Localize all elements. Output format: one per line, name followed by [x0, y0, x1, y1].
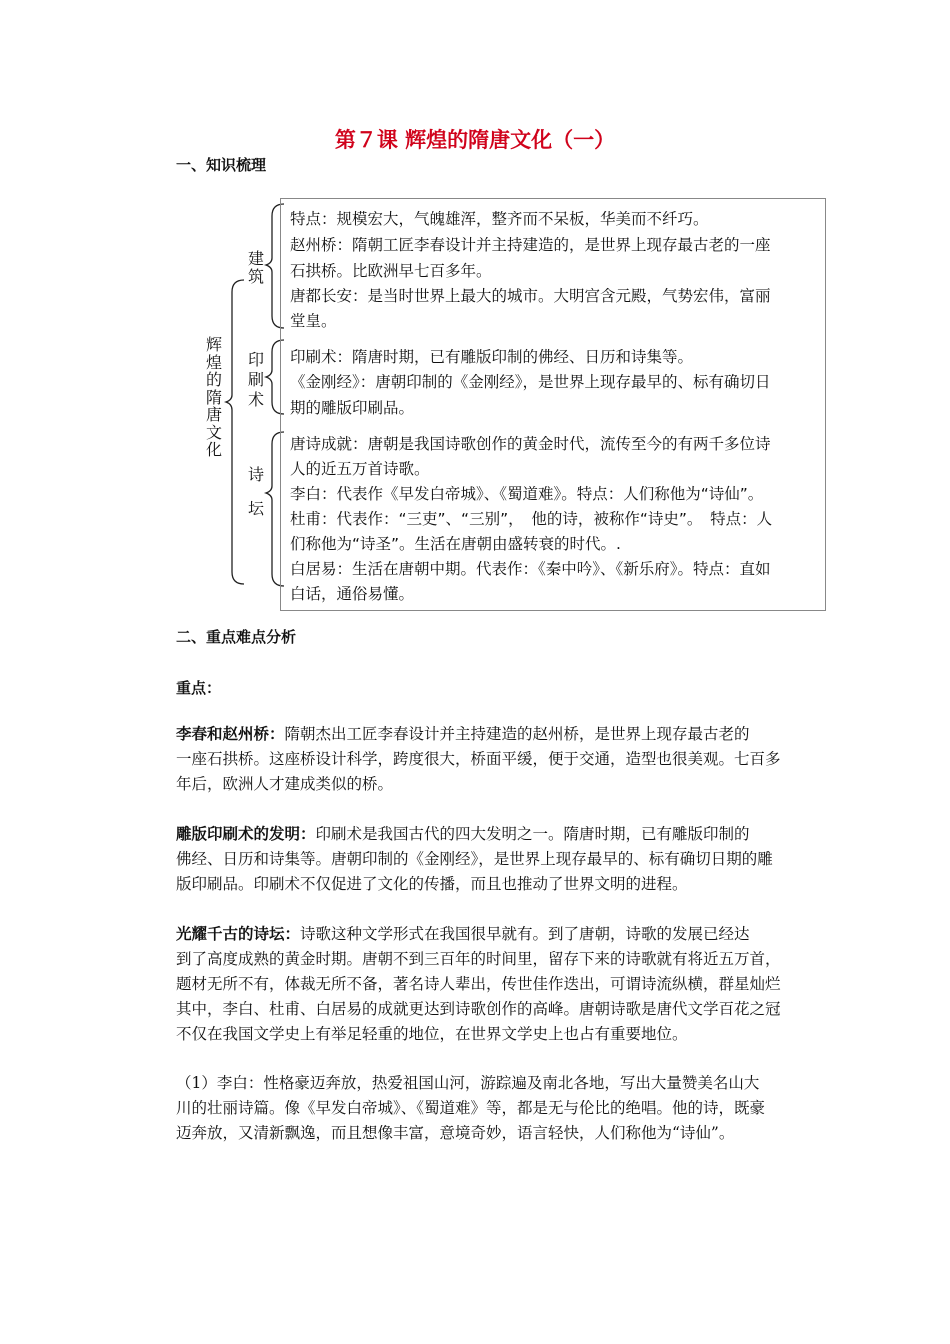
branch-char: 筑 [247, 267, 264, 286]
paragraph-line: 年后，欧洲人才建成类似的桥。 [176, 775, 394, 793]
outline-line: 特点：规模宏大，气魄雄浑，整齐而不呆板，华美而不纤巧。 [290, 210, 709, 228]
branch-char: 术 [247, 390, 264, 409]
paragraph-line: 到了高度成熟的黄金时期。唐朝不到三百年的时间里，留存下来的诗歌就有将近五万首， [176, 950, 781, 968]
root-char: 唐 [205, 405, 222, 424]
branch-char: 建 [247, 249, 264, 268]
root-char: 煌 [205, 352, 222, 372]
root-char: 化 [205, 440, 222, 459]
paragraph-line: 一座石拱桥。这座桥设计科学，跨度很大，桥面平缓，便于交通，造型也很美观。七百多 [176, 750, 781, 768]
paragraph-line: 川的壮丽诗篇。像《早发白帝城》、《蜀道难》等，都是无与伦比的绝唱。他的诗，既豪 [176, 1099, 766, 1117]
paragraph-line: 版印刷品。印刷术不仅促进了文化的传播，而且也推动了世界文明的进程。 [176, 875, 688, 893]
outline-line: 石拱桥。比欧洲早七百多年。 [290, 262, 492, 280]
paragraph-line: 印刷术是我国古代的四大发明之一。隋唐时期，已有雕版印制的 [315, 825, 750, 843]
outline-line: 唐都长安：是当时世界上最大的城市。大明宫含元殿，气势宏伟，富丽 [290, 287, 771, 305]
branch-char: 诗 [247, 465, 264, 484]
paragraph-line: （1）李白：性格豪迈奔放，热爱祖国山河，游踪遍及南北各地，写出大量赞美名山大 [176, 1074, 760, 1092]
outline-root-label [204, 336, 224, 459]
branch-char: 坛 [247, 499, 264, 518]
outline-line: 赵州桥：隋朝工匠李春设计并主持建造的，是世界上现存最古老的一座 [290, 236, 771, 254]
paragraph-poetry [176, 922, 812, 1047]
root-char: 的 [205, 370, 222, 389]
outline-line: 白居易：生活在唐朝中期。代表作：《秦中吟》、《新乐府》。特点：直如 [290, 560, 771, 578]
outline-line: 人的近五万首诗歌。 [290, 460, 430, 478]
root-char: 隋 [205, 387, 222, 407]
branch-label-poetry [246, 458, 266, 526]
paragraph-line: 题材无所不有，体裁无所不备，著名诗人辈出，传世佳作迭出，可谓诗流纵横，群星灿烂 [176, 975, 781, 993]
paragraph-line: 诗歌这种文学形式在我国很早就有。到了唐朝，诗歌的发展已经达 [300, 925, 750, 943]
section-heading-2: 二、重点难点分析 [176, 628, 297, 646]
paragraph-lead: 李春和赵州桥： [176, 725, 285, 743]
key-points-label: 重点： [176, 679, 222, 697]
paragraph-line: 佛经、日历和诗集等。唐朝印制的《金刚经》，是世界上现存最早的、标有确切日期的雕 [176, 850, 773, 868]
branch-char: 印 [247, 350, 264, 369]
paragraph-line: 其中，李白、杜甫、白居易的成就更达到诗歌创作的高峰。唐朝诗歌是唐代文学百花之冠 [176, 1000, 781, 1018]
outline-line: 白话，通俗易懂。 [290, 585, 415, 603]
branch-char: 刷 [247, 370, 264, 389]
paragraph-libai [176, 1071, 812, 1146]
outline-line: 期的雕版印刷品。 [290, 399, 415, 417]
outline-line: 杜甫：代表作：“三吏”、“三别”， 他的诗，被称作“诗史”。 特点：人 [290, 510, 773, 528]
branch-label-architecture [246, 250, 266, 286]
outline-line: 们称他为“诗圣”。生活在唐朝由盛转衰的时代。. [290, 535, 621, 553]
outline-line: 堂皇。 [290, 312, 337, 330]
root-brace [226, 280, 244, 584]
root-char: 文 [205, 422, 222, 442]
paragraph-lead: 光耀千古的诗坛： [176, 925, 301, 943]
branch-label-printing [246, 350, 266, 410]
outline-line: 《金刚经》：唐朝印制的《金刚经》，是世界上现存最早的、标有确切日 [290, 373, 771, 391]
outline-line: 唐诗成就：唐朝是我国诗歌创作的黄金时代，流传至今的有两千多位诗 [290, 435, 771, 453]
outline-line: 李白：代表作《早发白帝城》、《蜀道难》。特点：人们称他为“诗仙”。 [290, 485, 764, 503]
root-char: 辉 [205, 335, 222, 354]
paragraph-line: 隋朝杰出工匠李春设计并主持建造的赵州桥，是世界上现存最古老的 [284, 725, 750, 743]
paragraph-zhaozhou-bridge [176, 722, 812, 797]
paragraph-line: 不仅在我国文学史上有举足轻重的地位，在世界文学史上也占有重要地位。 [176, 1025, 688, 1043]
paragraph-printing [176, 822, 812, 897]
outline-line: 印刷术：隋唐时期，已有雕版印制的佛经、日历和诗集等。 [290, 348, 694, 366]
page-title: 第７课 辉煌的隋唐文化（一） [334, 128, 616, 152]
paragraph-lead: 雕版印刷术的发明： [176, 825, 316, 843]
section-heading-1: 一、知识梳理 [176, 156, 267, 174]
paragraph-line: 迈奔放，又清新飘逸，而且想像丰富，意境奇妙，语言轻快，人们称他为“诗仙”。 [176, 1124, 735, 1142]
